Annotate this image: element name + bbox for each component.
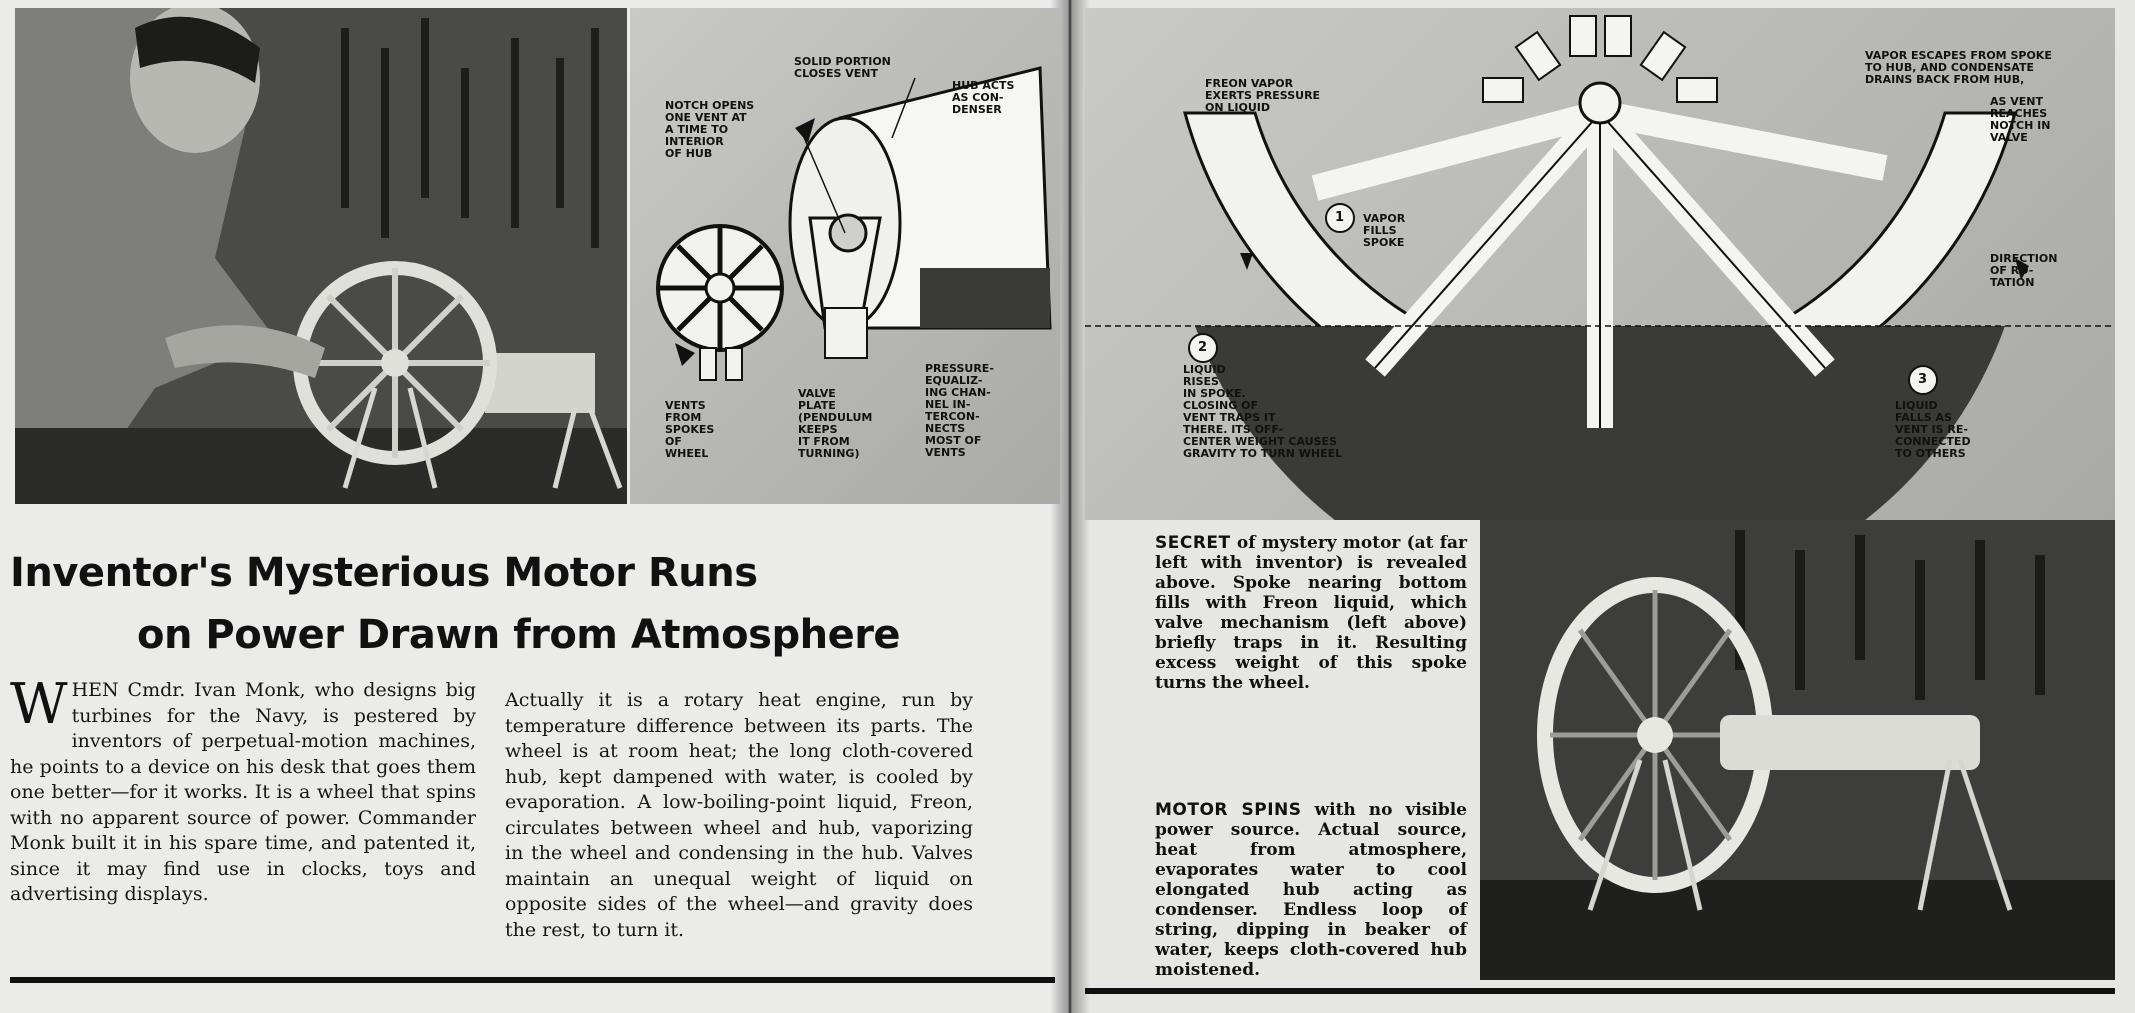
label-notch-opens: NOTCH OPENS ONE VENT AT A TIME TO INTERIOR OF HUB [665, 99, 755, 160]
caption-motor-lead: MOTOR SPINS [1155, 800, 1302, 820]
drop-cap: W [10, 672, 68, 737]
headline-line-1: Inventor's Mysterious Motor Runs [10, 550, 758, 596]
step-3-number: 3 [1918, 372, 1928, 387]
caption-secret-text: of mystery motor (at far left with inventor) is revealed above. Spoke nearing bottom fills with Freon liquid, which valve mechanism (left above) briefly traps in it. Resulting excess weight of this spoke turns the wheel. [1155, 533, 1467, 693]
label-solid-portion: SOLID PORTION CLOSES VENT [794, 55, 891, 80]
inventor-photo [15, 8, 627, 504]
caption-motor-spins [1155, 800, 1467, 980]
label-vents: VENTS FROM SPOKES OF WHEEL [665, 399, 715, 460]
label-freon-vapor: FREON VAPOR EXERTS PRESSURE ON LIQUID [1205, 77, 1321, 114]
article-column-1 [10, 672, 476, 908]
label-valve-plate: VALVE PLATE (PENDULUM KEEPS IT FROM TURNING) [798, 387, 873, 460]
label-hub-acts: HUB ACTS AS CON- DENSER [952, 79, 1015, 116]
bottom-rule-right [1085, 988, 2115, 994]
label-as-vent: AS VENT REACHES NOTCH IN VALVE [1990, 95, 2051, 144]
caption-motor-text: with no visible power source. Actual source, heat from atmosphere, evaporates water to cool elongated hub acting as condenser. Endless loop of string, dipping in beaker of water, keeps cloth-covered hub moistened. [1155, 800, 1467, 980]
motor-photo-illustration [1480, 520, 2115, 980]
valve-diagram [630, 8, 1060, 504]
article-column-2: Actually it is a rotary heat engine, run by temperature difference between its parts. The wheel is at room heat; the long cloth-covered hub, kept dampened with water, is cooled by evaporation. A low-boiling-point liquid, Freon, circulates between wheel and hub, vaporizing in the wheel and condensing in the hub. Valves maintain an unequal weight of liquid on opposite sides of the wheel—and gravity does the rest, to turn it. [505, 689, 973, 941]
motor-photo [1480, 520, 2115, 980]
step-2-number: 2 [1198, 340, 1208, 355]
bottom-rule-left [10, 977, 1055, 983]
label-pressure-channel: PRESSURE- EQUALIZ- ING CHAN- NEL IN- TERCON- NECTS MOST OF VENTS [925, 362, 994, 459]
label-direction: DIRECTION OF RO- TATION [1990, 252, 2058, 289]
wheel-diagram [1085, 8, 2115, 520]
label-step-1: VAPOR FILLS SPOKE [1363, 212, 1406, 249]
article-column-1-text: HEN Cmdr. Ivan Monk, who designs big turbines for the Navy, is pestered by inventors of perpetual-motion machines, he points to a device on his desk that goes them one better—for it works. It is a wheel that spins with no apparent source of power. Commander Monk built it in his spare time, and patented it, since it may find use in clocks, toys and advertising displays. [10, 679, 476, 905]
caption-secret [1155, 533, 1467, 693]
label-step-3: LIQUID FALLS AS VENT IS RE- CONNECTED TO OTHERS [1895, 399, 1971, 460]
label-vapor-escapes: VAPOR ESCAPES FROM SPOKE TO HUB, AND CONDENSATE DRAINS BACK FROM HUB, [1865, 49, 2052, 86]
step-1-number: 1 [1335, 210, 1345, 225]
label-step-2: LIQUID RISES IN SPOKE. CLOSING OF VENT TRAPS IT THERE. ITS OFF- CENTER WEIGHT CAUSES GRAVITY TO TURN WHEEL [1183, 363, 1343, 460]
inventor-photo-illustration [15, 8, 627, 504]
caption-secret-lead: SECRET [1155, 533, 1231, 553]
headline-line-2: on Power Drawn from Atmosphere [137, 612, 901, 658]
